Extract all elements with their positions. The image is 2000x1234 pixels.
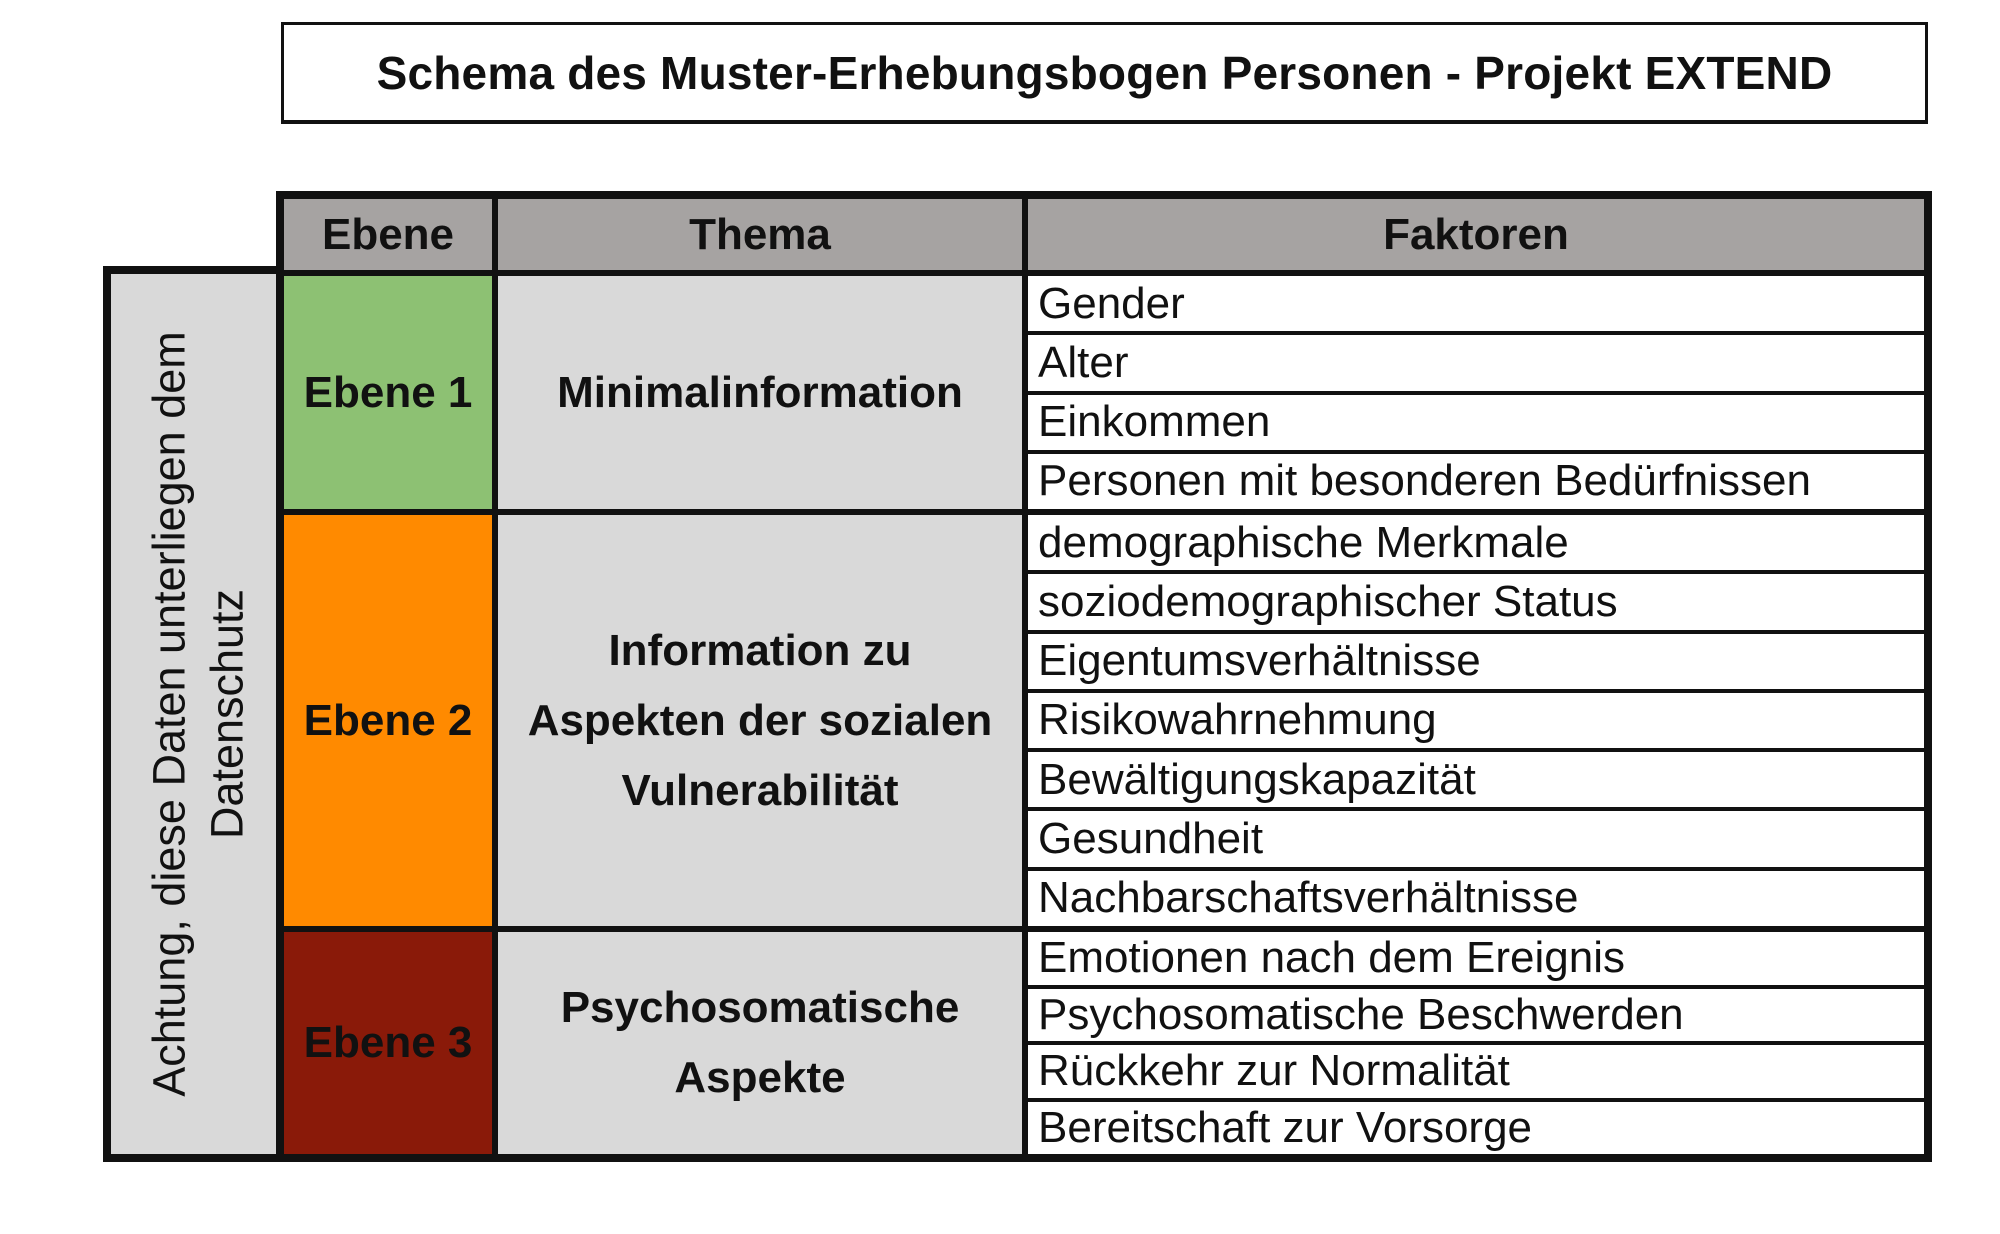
header-level: Ebene xyxy=(284,199,492,270)
factor-item: Eigentumsverhältnisse xyxy=(1028,634,1924,689)
privacy-warning-text: Achtung, diese Daten unterliegen dem Datenschutz xyxy=(143,331,252,1097)
factor-list-1 xyxy=(1028,276,1924,509)
factor-item: demographische Merkmale xyxy=(1028,515,1924,570)
topic-1-cell: Minimalinformation xyxy=(498,276,1022,509)
factor-item: Einkommen xyxy=(1028,395,1924,450)
factor-item: Alter xyxy=(1028,335,1924,390)
factor-item: Personen mit besonderen Bedürfnissen xyxy=(1028,454,1924,509)
topic-3-cell: Psychosomatische Aspekte xyxy=(498,932,1022,1154)
level-2-cell: Ebene 2 xyxy=(284,515,492,926)
factor-item: Psychosomatische Beschwerden xyxy=(1028,989,1924,1042)
factor-list-3 xyxy=(1028,932,1924,1154)
factor-item: Gender xyxy=(1028,276,1924,331)
factor-list-2 xyxy=(1028,515,1924,926)
factor-item: Bereitschaft zur Vorsorge xyxy=(1028,1102,1924,1155)
factor-item: Emotionen nach dem Ereignis xyxy=(1028,932,1924,985)
factor-item: Nachbarschaftsverhältnisse xyxy=(1028,871,1924,926)
schema-title: Schema des Muster-Erhebungsbogen Personen - Projekt EXTEND xyxy=(281,22,1928,124)
factor-item: soziodemographischer Status xyxy=(1028,574,1924,629)
schema-table xyxy=(276,191,1932,1162)
level-1-cell: Ebene 1 xyxy=(284,276,492,509)
privacy-warning xyxy=(103,266,285,1162)
factor-item: Bewältigungskapazität xyxy=(1028,752,1924,807)
topic-2-cell: Information zu Aspekten der sozialen Vulnerabilität xyxy=(498,515,1022,926)
header-topic: Thema xyxy=(498,199,1022,270)
header-factors: Faktoren xyxy=(1028,199,1924,270)
factor-item: Rückkehr zur Normalität xyxy=(1028,1045,1924,1098)
factor-item: Risikowahrnehmung xyxy=(1028,693,1924,748)
factor-item: Gesundheit xyxy=(1028,811,1924,866)
level-3-cell: Ebene 3 xyxy=(284,932,492,1154)
